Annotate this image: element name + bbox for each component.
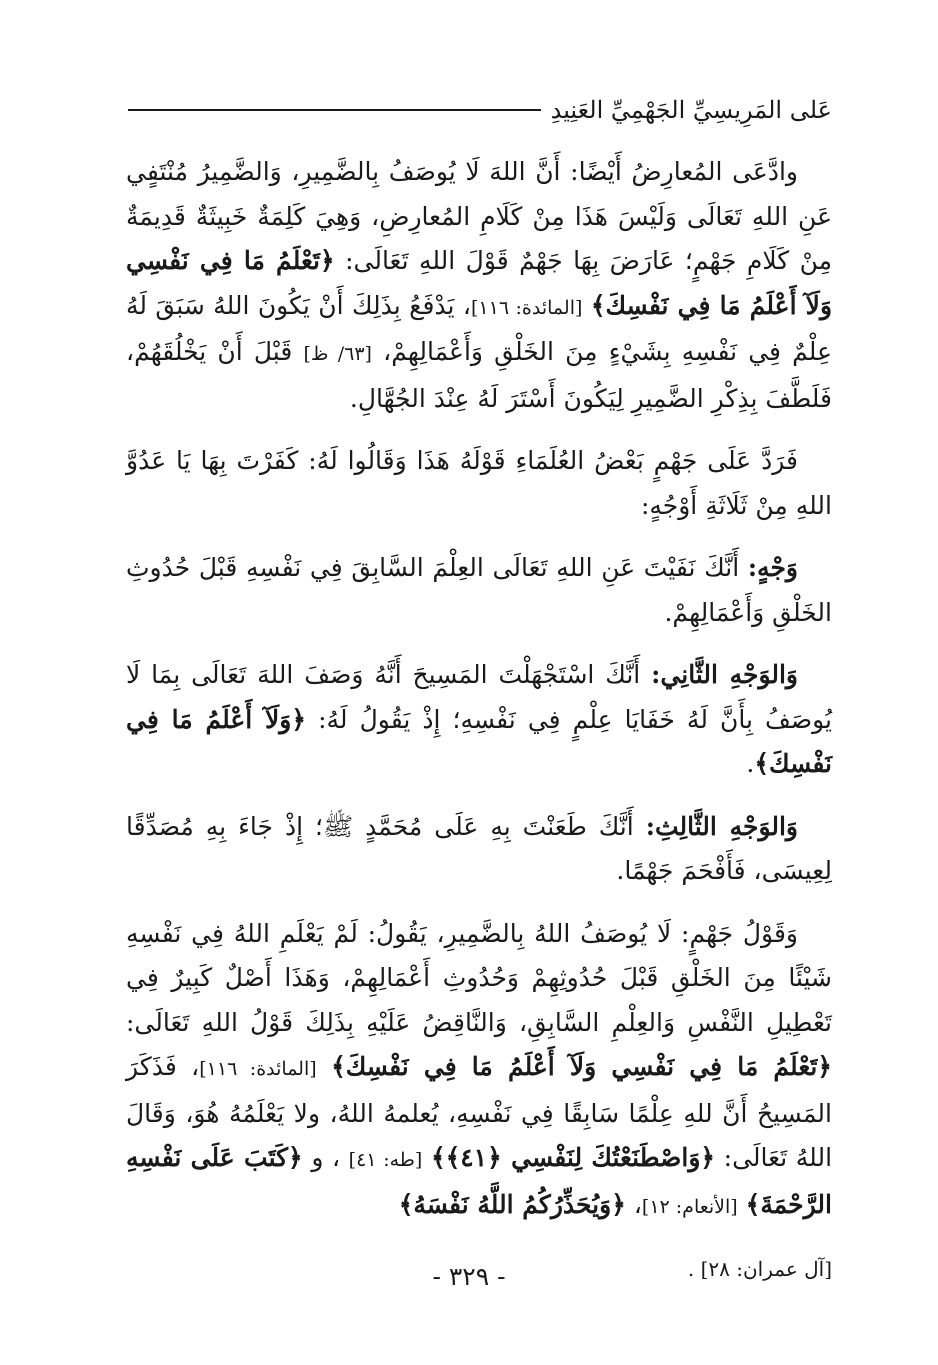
point-lead: وَجْهٍ: [747, 553, 798, 582]
quran-verse: ﴿وَلَآ أَعْلَمُ مَا فِي نَفْسِكَ﴾ [126, 704, 832, 778]
quran-verse: ﴿كَتَبَ عَلَى نَفْسِهِ الرَّحْمَةَ﴾ [126, 1143, 832, 1219]
paragraph-2 [126, 439, 832, 528]
verse-citation: [آل عمران: ٢٨] . [687, 1257, 832, 1281]
verse-citation: [المائدة: ١١٦] [199, 1058, 317, 1080]
verse-citation: [الأنعام: ١٢] [641, 1195, 738, 1218]
paragraph-5 [126, 805, 832, 894]
main-text [126, 150, 832, 1310]
quran-verse: ﴿تَعْلَمُ مَا فِي نَفْسِي وَلَآ أَعْلَمُ مَا فِي نَفْسِكَ﴾ [331, 1052, 832, 1081]
text-span: أَنَّكَ طَعَنْتَ بِهِ عَلَى مُحَمَّدٍ ﷺ؛ إِذْ جَاءَ بِهِ مُصَدِّقًا لِعِيسَى، فَأَفْحَمَ جَهْمًا. [126, 811, 832, 885]
text-span: ، [633, 1189, 642, 1219]
manuscript-ref: [٦٣/ ظ] [303, 343, 372, 365]
paragraph-3 [126, 546, 832, 635]
running-header [128, 96, 832, 124]
text-span: ، فَذَكَرَ المَسِيحُ أَنَّ للهِ عِلْمًا سَابِقًا فِي نَفْسِهِ، يُعلمهُ اللهُ، ولا يَعْلَمُهُ هُوَ، وَقَالَ اللهُ تَعَالَى: [126, 1052, 833, 1172]
header-rule [128, 109, 541, 111]
text-span: قَبْلَ أَنْ يَخْلُقَهُمْ، فَلَطَّفَ بِذِكْرِ الضَّمِيرِ لِيَكُونَ أَسْتَرَ لَهُ عِنْدَ الجُهَّالِ. [126, 337, 832, 413]
text-span: ، يَدْفَعُ بِذَلِكَ أَنْ يَكُونَ اللهُ سَبَقَ لَهُ عِلْمٌ فِي نَفْسِهِ بِشَيْءٍ مِنَ الخَلْقِ وَأَعْمَالِهِمْ، [126, 290, 832, 366]
text-span: أَنَّكَ اسْتَجْهَلْتَ المَسِيحَ أَنَّهُ وَصَفَ اللهَ تَعَالَى بِمَا لَا يُوصَفُ بِأَنَّ لَهُ خَفَايَا عِلْمٍ فِي نَفْسِهِ؛ إِذْ يَقُولُ لَهُ: [126, 660, 833, 734]
verse-citation: [طه: ٤١] [348, 1149, 423, 1171]
text-span: وَقَوْلُ جَهْمٍ: لَا يُوصَفُ اللهُ بِالضَّمِيرِ، يَقُولُ: لَمْ يَعْلَمِ اللهُ فِي نَفْسِهِ شَيْئًا مِنَ الخَلْقِ قَبْلَ حُدُوثِهِمْ وَحُدُوثِ أَعْمَالِهِمْ، وَهَذَا أَصْلٌ كَبِيرٌ فِي تَعْطِيلِ النَّفْسِ وَالعِلْمِ السَّابِقِ، وَالنَّاقِضُ عَلَيْهِ بِذَلِكَ قَوْلُ اللهِ تَعَالَى: [126, 918, 832, 1037]
paragraph-1 [126, 150, 832, 421]
quran-verse: ﴿وَيُحَذِّرُكُمُ اللَّهُ نَفْسَهُ﴾ [398, 1189, 626, 1219]
text-span: . [746, 749, 755, 778]
point-lead: وَالوَجْهِ الثَّالِثِ: [645, 811, 799, 841]
quran-verse: ﴿تَعْلَمُ مَا فِي نَفْسِي وَلَآ أَعْلَمُ مَا فِي نَفْسِكَ﴾ [126, 246, 833, 320]
text-span: أَنَّكَ نَفَيْتَ عَنِ اللهِ تَعَالَى العِلْمَ السَّابِقَ فِي نَفْسِهِ قَبْلَ حُدُوثِ الخَلْقِ وَأَعْمَالِهِمْ. [126, 553, 832, 627]
text-span: ، و [311, 1143, 341, 1172]
running-title: عَلى المَرِيسِيِّ الجَهْمِيِّ العَنِيدِ [550, 96, 832, 124]
paragraph-4 [126, 653, 832, 787]
text-span: وادَّعَى المُعارِضُ أَيْضًا: أَنَّ اللهَ لَا يُوصَفُ بِالضَّمِيرِ، وَالضَّمِيرُ مُنْتَفٍي عَنِ اللهِ تَعَالَى وَلَيْسَ هَذَا مِنْ كَلَامِ المُعارِضِ، وَهِيَ كَلِمَةٌ خَبِيثَةٌ قَدِيمَةٌ مِنْ كَلَامِ جَهْمٍ؛ عَارَضَ بِهَا جَهْمٌ قَوْلَ اللهِ تَعَالَى: [126, 157, 832, 275]
point-lead: وَالوَجْهِ الثَّانِي: [651, 660, 798, 689]
page-number: - ٣٢٩ - [432, 1262, 506, 1291]
paragraph-6 [126, 912, 832, 1230]
quran-verse: ﴿وَاصْطَنَعْتُكَ لِنَفْسِي ﴿٤١﴾﴾ [430, 1143, 716, 1172]
verse-citation: [المائدة: ١١٦] [470, 296, 583, 319]
text-span: فَرَدَّ عَلَى جَهْمٍ بَعْضُ العُلَمَاءِ قَوْلَهُ هَذَا وَقَالُوا لَهُ: كَفَرْتَ بِهَا يَا عَدُوَّ اللهِ مِنْ ثَلَاثَةِ أَوْجُهٍ: [126, 446, 832, 520]
